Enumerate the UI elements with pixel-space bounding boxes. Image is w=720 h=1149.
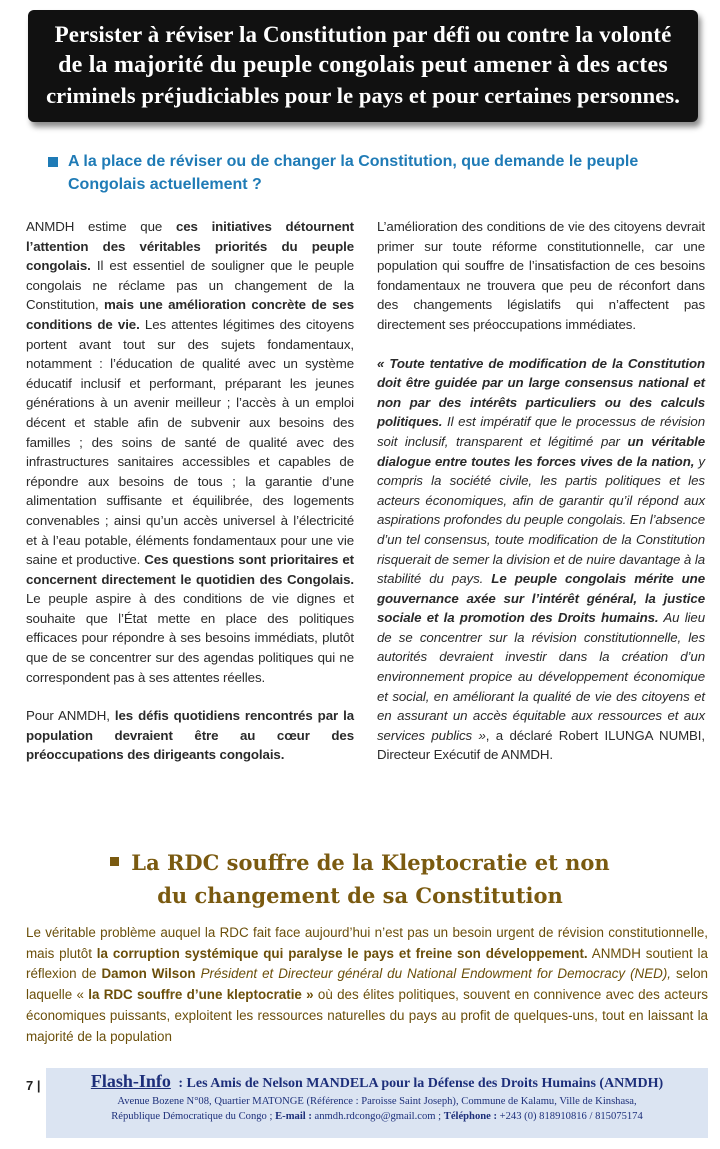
text-run: Le véritable problème auquel la RDC fait face aujourd’hui n’est pas un besoin urgent de révision constitutionnelle, mais plutôt (26, 925, 708, 961)
text-run: « Toute tentative de modification de la Constitution doit être guidée par un large consensus national et non par des intérêts particuliers ou des calculs politiques. (377, 355, 705, 430)
text-run: Pour ANMDH, (26, 708, 115, 724)
text-run: Président et Directeur général du National Endowment for Democracy (NED), (200, 966, 672, 982)
email-address: anmdh.rdcongo@gmail.com ; (311, 1111, 444, 1122)
footer-box (46, 1068, 708, 1138)
kleptocracy-paragraph (26, 923, 708, 1047)
banner-line-3: criminels préjudiciables pour le pays et pour certaines personnes. (46, 83, 680, 108)
text-run: Le peuple congolais mérite une gouvernance axée sur l’intérêt général, la justice sociale et la promotion des Droits humains. (377, 571, 705, 626)
phone-number: +243 (0) 818910816 / 815075174 (497, 1111, 643, 1122)
right-paragraph-2-quote (377, 354, 705, 765)
text-run: , a déclaré Robert ILUNGA NUMBI, Directeur Exécutif de ANMDH. (377, 727, 705, 763)
text-run: Les attentes légitimes des citoyens portent avant tout sur des sujets fondamentaux, notamment : l’éducation de qualité avec un système éducatif inclusif et performant, préparant les jeunes générations à un avenir meilleur ; l’accès à un emploi décent et stable afin de subvenir aux besoins des familles ; des soins de santé de qualité avec des infrastructures sanitaires accessibles et capables de répondre aux besoins de tous ; la garantie d’une alimentation suffisante et équilibrée, des logements convenables ; ainsi qu’un accès universel à l’électricité et à l’eau potable, éléments fondamentaux pour une vie saine et productive. (26, 316, 354, 568)
flash-info-label: Flash-Info (90, 1071, 171, 1091)
footer-title (46, 1071, 708, 1094)
text-run: ces initiatives détournent l’attention des véritables priorités du peuple congolais. (26, 219, 354, 274)
page-number: 7 | (26, 1078, 41, 1093)
text-run: la RDC souffre d’une kleptocratie » (88, 987, 314, 1003)
footer-country: République Démocratique du Congo ; (111, 1111, 276, 1122)
text-run: ANMDH soutient la réflexion de (26, 945, 708, 982)
text-run: les défis quotidiens rencontrés par la population devraient être au cœur des préoccupations des dirigeants congolais. (26, 708, 354, 763)
text-run: Il est impératif que le processus de révision soit inclusif, transparent et légitimé par (377, 414, 705, 449)
section-heading-line-2: du changement de sa Constitution (157, 883, 563, 908)
text-run: mais une amélioration concrète de ses conditions de vie. (26, 297, 354, 332)
text-run: Damon Wilson (101, 966, 196, 982)
section-question: A la place de réviser ou de changer la Constitution, que demande le peuple Congolais actuellement ? (68, 153, 639, 193)
banner-line-1: Persister à réviser la Constitution par défi ou contre la volonté (54, 22, 672, 47)
phone-label: Téléphone : (443, 1111, 498, 1122)
text-run: y compris la société civile, les partis politiques et les acteurs économiques, afin de garantir qu’il répond aux aspirations profondes du peuple congolais. En l’absence d’un tel consensus, toute modification de la Constitution risquerait de semer la division et de nuire davantage à la stabilité du pays. (377, 453, 705, 587)
heading-text-1: La RDC souffre de la Kleptocratie et non (131, 850, 610, 875)
text-run: Au lieu de se concentrer sur la révision constitutionnelle, les autorités devraient investir dans la création d’un environnement propice au développement économique et social, en améliorant la qualité de vie des citoyens et en assurant un accès équitable aux ressources et aux services publics » (377, 610, 705, 743)
left-paragraph-1 (26, 217, 354, 687)
text-run: un véritable dialogue entre toutes les forces vives de la nation, (377, 433, 705, 469)
text-run: Le peuple aspire à des conditions de vie dignes et souhaite que l’État mette en place des politiques efficaces pour répondre à ses besoins immédiats, plutôt que de se concentrer sur des agendas politiques qui ne correspondent pas à ses attentes réelles. (26, 591, 354, 685)
text-run: Il est essentiel de souligner que le peuple congolais ne réclame pas un changement de la Constitution, (26, 258, 354, 313)
title-banner (28, 10, 698, 122)
footer-contact (46, 1109, 708, 1124)
footer-colon: : (174, 1076, 187, 1091)
right-paragraph-1 (377, 217, 705, 335)
section-heading-line-1 (0, 846, 720, 879)
square-bullet-icon (48, 157, 58, 167)
footer-address: Avenue Bozene N°08, Quartier MATONGE (Référence : Paroisse Saint Joseph), Commune de Kalamu, Ville de Kinshasa, (117, 1096, 637, 1107)
left-paragraph-2 (26, 706, 354, 765)
text-run: Ces questions sont prioritaires et concernent directement le quotidien des Congolais. (26, 552, 354, 587)
left-column (26, 217, 354, 784)
text-run: où des élites politiques, souvent en connivence avec des acteurs économiques puissants, exploitent les ressources naturelles du pays au profit de quelques-uns, tout en laissant la majorité de la population (26, 987, 708, 1044)
text-run: L’amélioration des conditions de vie des citoyens devrait primer sur toute réforme constitutionnelle, car une population qui souffre de l’insatisfaction de ces besoins fondamentaux ne trouvera que peu de réconfort dans des changements législatifs qui n’affectent pas directement ses préoccupations immédiates. (377, 219, 705, 332)
org-name: Les Amis de Nelson MANDELA pour la Défense des Droits Humains (ANMDH) (186, 1076, 664, 1091)
email-label: E-mail : (275, 1111, 312, 1122)
text-run: la corruption systémique qui paralyse le pays et freine son développement. (96, 945, 588, 961)
banner-line-2: de la majorité du peuple congolais peut amener à des actes (58, 52, 668, 78)
right-column (377, 217, 705, 784)
section-heading (0, 846, 720, 912)
text-run: ANMDH estime que (26, 219, 176, 234)
square-bullet-icon (110, 857, 119, 866)
text-run: selon laquelle « (26, 966, 708, 1003)
